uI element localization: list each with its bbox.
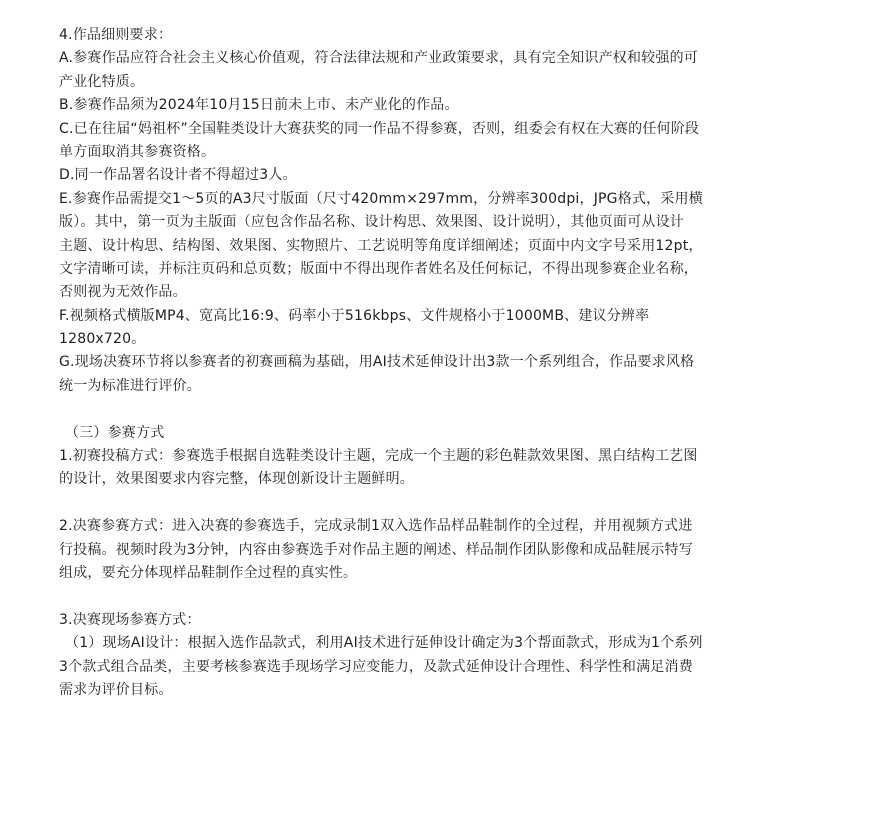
blank-line xyxy=(59,398,759,421)
paragraph-line: 统一为标准进行评价。 xyxy=(59,377,201,394)
paragraph-line: 主题、设计构思、结构图、效果图、实物照片、工艺说明等角度详细阐述；页面中内文字号采用12pt， xyxy=(59,237,703,254)
paragraph-line: 行投稿。视频时段为3分钟，内容由参赛选手对作品主题的阐述、样品制作团队影像和成品鞋展示特写 xyxy=(59,541,693,558)
section-heading: （三）参赛方式 xyxy=(65,424,165,441)
paragraph-line: 产业化特质。 xyxy=(59,73,145,90)
paragraph-line: 需求为评价目标。 xyxy=(59,681,173,698)
paragraph-line: 单方面取消其参赛资格。 xyxy=(59,143,216,160)
paragraph-line: G.现场决赛环节将以参赛者的初赛画稿为基础，用AI技术延伸设计出3款一个系列组合，作品要求风格 xyxy=(59,354,695,371)
paragraph-line: 组成，要充分体现样品鞋制作全过程的真实性。 xyxy=(59,564,358,581)
paragraph-line: 否则视为无效作品。 xyxy=(59,284,187,301)
paragraph-line: 版）。其中，第一页为主版面（应包含作品名称、设计构思、效果图、设计说明），其他页面可从设计 xyxy=(59,214,684,231)
paragraph-line: D.同一作品署名设计者不得超过3人。 xyxy=(59,167,297,184)
paragraph-line: 1.初赛投稿方式：参赛选手根据自选鞋类设计主题，完成一个主题的彩色鞋款效果图、黑白结构工艺图 xyxy=(59,448,698,465)
blank-line xyxy=(59,492,759,515)
blank-line xyxy=(59,585,759,608)
document-body xyxy=(59,24,759,702)
paragraph-line: 1280x720。 xyxy=(59,331,146,348)
paragraph-line: F.视频格式横版MP4、宽高比16:9、码率小于516kbps、文件规格小于1000MB、建议分辨率 xyxy=(59,307,650,324)
paragraph-line: A.参赛作品应符合社会主义核心价值观，符合法律法规和产业政策要求，具有完全知识产权和较强的可 xyxy=(59,50,698,67)
paragraph-line: （1）现场AI设计：根据入选作品款式，利用AI技术进行延伸设计确定为3个帮面款式，形成为1个系列 xyxy=(65,635,703,652)
paragraph-line: 文字清晰可读，并标注页码和总页数；版面中不得出现作者姓名及任何标记，不得出现参赛企业名称， xyxy=(59,260,698,277)
paragraph-line: 3.决赛现场参赛方式： xyxy=(59,611,201,628)
paragraph-line: C.已在往届“妈祖杯”全国鞋类设计大赛获奖的同一作品不得参赛，否则，组委会有权在大赛的任何阶段 xyxy=(59,120,700,137)
paragraph-line: E.参赛作品需提交1～5页的A3尺寸版面（尺寸420mm×297mm，分辨率300dpi，JPG格式，采用横 xyxy=(59,190,703,207)
paragraph-line: 2.决赛参赛方式：进入决赛的参赛选手，完成录制1双入选作品样品鞋制作的全过程，并用视频方式进 xyxy=(59,518,693,535)
paragraph-line: B.参赛作品须为2024年10月15日前未上市、未产业化的作品。 xyxy=(59,97,459,114)
section-heading: 4.作品细则要求： xyxy=(59,27,173,43)
paragraph-line: 3个款式组合品类，主要考核参赛选手现场学习应变能力，及款式延伸设计合理性、科学性和满足消费 xyxy=(59,658,693,675)
paragraph-line: 的设计，效果图要求内容完整，体现创新设计主题鲜明。 xyxy=(59,471,414,488)
